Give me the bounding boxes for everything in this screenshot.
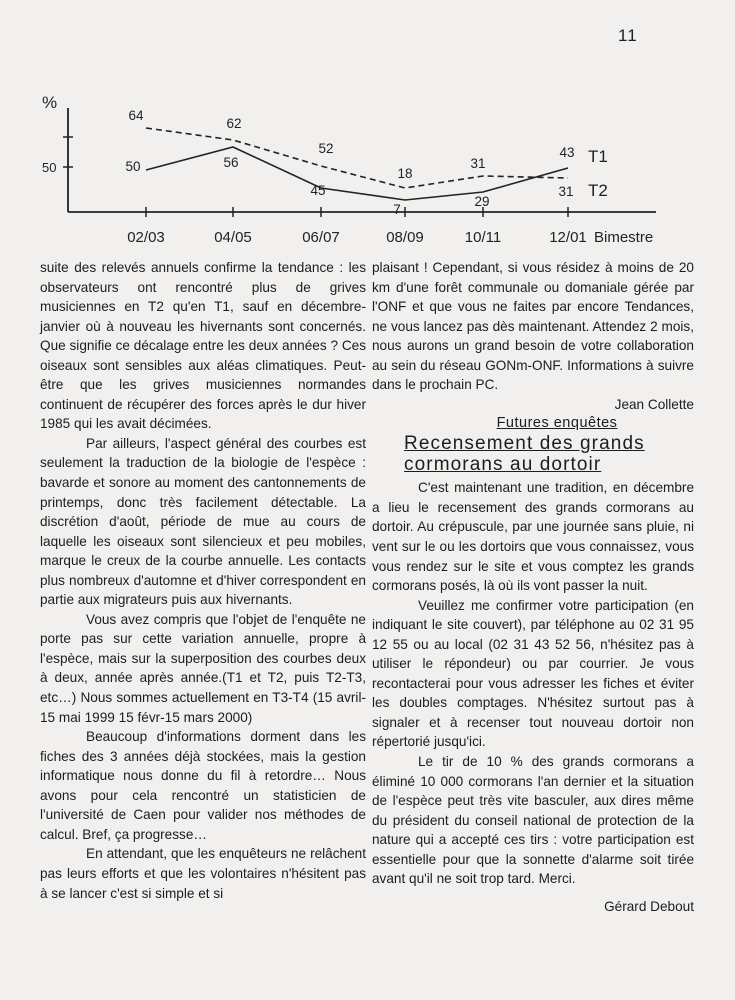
series-line-t1 [146, 147, 568, 200]
x-tick-label-10/11: 10/11 [464, 229, 502, 246]
article-paragraph-1: C'est maintenant une tradition, en décembre a lieu le recensement des grands cormorans au dortoir. Au crépuscule, par une journée sans pluie, ni vent sur le ou les dortoirs que vous connaissez, vous vous rendez sur le site et vous comptez les grands cormorans posés, là où ils vont passer la nuit. [372, 480, 694, 594]
left-paragraph-2: Par ailleurs, l'aspect général des courbes est seulement la traduction de la biologie de l'espèce : bavarde et sonore au moment des cantonnements de printemps, donc très facilement détectable. La discrétion d'août, période de mue au cours de laquelle les oiseaux sont silencieux et peu mobiles, marque le creux de la courbe annuelle. Les contacts plus nombreux d'automne et d'hiver correspondent en partie aux migrateurs puis aux hivernants. [40, 435, 366, 608]
left-column [40, 258, 366, 903]
data-label-t2-04/05: 62 [226, 116, 242, 131]
data-label-t1-08/09: 7 [393, 202, 401, 217]
left-paragraph-5: En attendant, que les enquêteurs ne relâchent pas leurs efforts et que les volontaires n'hésitent pas à se lancer c'est si simple et si [40, 846, 366, 901]
right-column [372, 258, 694, 916]
signature-jean-collette: Jean Collette [614, 396, 694, 412]
article-paragraph-3: Le tir de 10 % des grands cormorans a éliminé 10 000 cormorans l'an dernier et la situation de l'espèce peut très vite basculer, aux dires même du président du conseil national de protection de la nature qui a accepté ces tirs : votre participation est essentielle pour que la sonnette d'alarme soit tirée avant qu'il ne soit trop tard. Merci. [372, 754, 694, 887]
data-label-t1-06/07: 45 [310, 183, 326, 198]
data-label-t2-06/07: 52 [318, 141, 334, 156]
x-tick-label-02/03: 02/03 [127, 229, 165, 246]
chart-axes [63, 108, 656, 217]
data-label-t1-02/03: 50 [125, 159, 141, 174]
data-label-t1-10/11: 29 [474, 194, 490, 209]
legend-t2: T2 [588, 181, 608, 200]
x-tick-label-06/07: 06/07 [302, 229, 340, 246]
x-axis-label: Bimestre [594, 229, 654, 246]
data-label-t2-10/11: 31 [470, 156, 486, 171]
section-kicker: Futures enquêtes [496, 415, 618, 432]
data-label-t2-02/03: 64 [128, 108, 144, 123]
data-label-t1-12/01: 43 [559, 145, 575, 160]
legend-t1: T1 [588, 147, 608, 166]
right-intro-paragraph: plaisant ! Cependant, si vous résidez à moins de 20 km d'une forêt communale ou domaniale gérée par l'ONF et que vous ne faites par encore Tendances, ne vous lancez pas dès maintenant. Attendez 2 mois, nous aurons un grand besoin de votre collaboration au sein du réseau GONm-ONF. Informations à suivre dans le prochain PC. [372, 260, 694, 393]
x-tick-label-12/01: 12/01 [549, 229, 587, 246]
x-tick-label-08/09: 08/09 [386, 229, 424, 246]
left-paragraph-4: Beaucoup d'informations dorment dans les fiches des 3 années déjà stockées, mais la gestion informatique nous donne du fil à retordre… Nous avons pour cela rencontré un statisticien de l'université de Caen pour valider nos méthodes de calcul. Bref, ça progresse… [40, 729, 366, 842]
page-number: 11 [618, 26, 638, 45]
x-tick-label-04/05: 04/05 [214, 229, 252, 246]
article-paragraph-2: Veuillez me confirmer votre participation (en indiquant le site couvert), par téléphone au 02 31 95 12 55 ou au local (02 31 43 52 56, n'hésitez pas à utiliser le répondeur) ou par courrier. Je vous recontacterai pour vous adresser les fiches et éviter les doubles comptages. N'hésitez surtout pas à signaler et à recenser tout nouveau dortoir non répertorié jusqu'ici. [372, 597, 694, 750]
data-label-t2-12/01: 31 [558, 184, 574, 199]
line-chart [0, 0, 735, 250]
left-paragraph-3: Vous avez compris que l'objet de l'enquête ne porte pas sur cette variation annuelle, propre à l'espèce, mais sur la superposition des courbes deux à deux, année après année.(T1 et T2, puis T2-T3, etc…) Nous sommes actuellement en T3-T4 (15 avril-15 mai 1999 15 févr-15 mars 2000) [40, 611, 366, 725]
y-axis-label: % [42, 93, 58, 112]
left-paragraph-1: suite des relevés annuels confirme la tendance : les observateurs ont rencontré plus de grives musiciennes en T2 qu'en T1, sauf en décembre-janvier où à nouveau les hivernants sont concernés. Que signifie ce décalage entre les deux années ? Ces oiseaux sont sensibles aux aléas climatiques. Peut-être que les grives musiciennes normandes continuent de récupérer des forces après le dur hiver 1985 qui les avait décimées. [40, 260, 366, 432]
y-tick-label-50: 50 [42, 160, 57, 175]
signature-gerard-debout: Gérard Debout [604, 898, 694, 914]
data-label-t2-08/09: 18 [397, 166, 413, 181]
data-label-t1-04/05: 56 [223, 155, 239, 170]
article-headline: Recensement des grands cormorans au dortoir [404, 433, 645, 476]
series-line-t2 [146, 128, 568, 188]
chart-lines [146, 128, 568, 200]
